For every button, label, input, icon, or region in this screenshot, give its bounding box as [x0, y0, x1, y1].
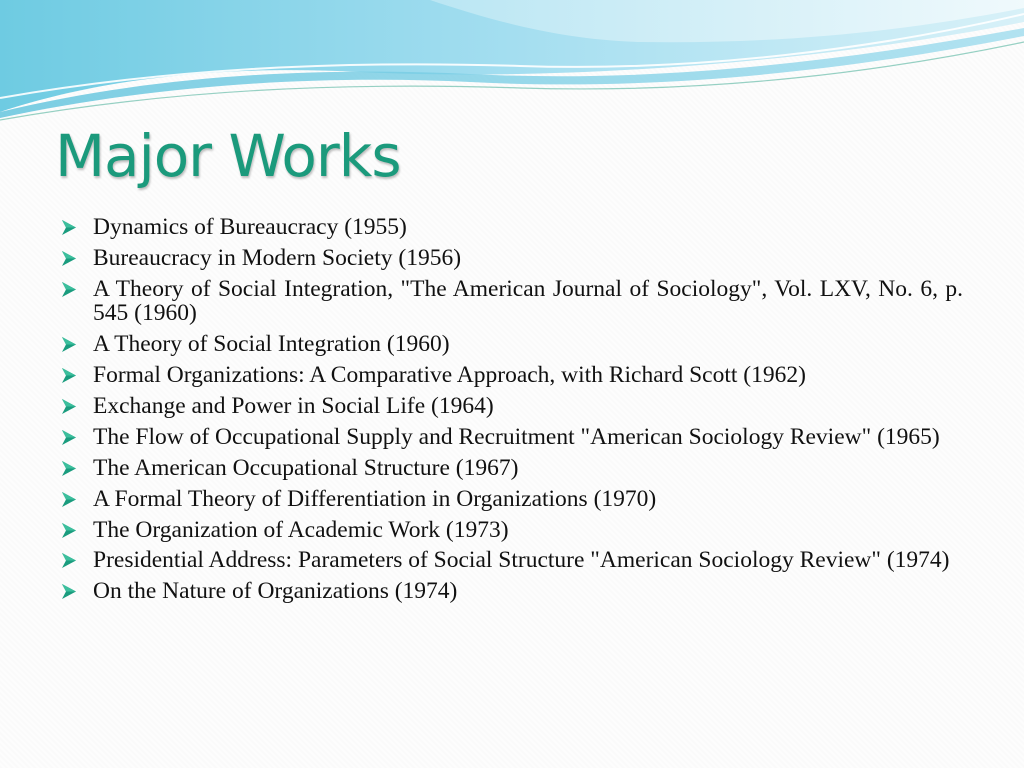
work-item [60, 487, 963, 512]
work-item [60, 548, 963, 573]
work-text: The Flow of Occupational Supply and Recruitment "American Sociology Review" (1965) [93, 423, 940, 450]
arrowhead-bullet-icon [60, 367, 78, 384]
arrowhead-bullet-icon [60, 522, 78, 539]
arrowhead-bullet-icon [60, 491, 78, 508]
work-item [60, 518, 963, 543]
work-item [60, 246, 963, 271]
work-item [60, 394, 963, 419]
work-text: A Theory of Social Integration, "The American Journal of Sociology", Vol. LXV, No. 6, p. 545 (1960) [93, 275, 963, 327]
work-text: Presidential Address: Parameters of Social Structure "American Sociology Review" (1974) [93, 547, 950, 574]
work-text: Exchange and Power in Social Life (1964) [93, 392, 494, 419]
work-item [60, 456, 963, 481]
works-list [60, 215, 963, 610]
arrowhead-bullet-icon [60, 336, 78, 353]
work-text: A Formal Theory of Differentiation in Organizations (1970) [93, 485, 657, 512]
header-wave-decoration [0, 0, 1024, 125]
work-item [60, 363, 963, 388]
arrowhead-bullet-icon [60, 460, 78, 477]
arrowhead-bullet-icon [60, 583, 78, 600]
work-text: Formal Organizations: A Comparative Approach, with Richard Scott (1962) [93, 362, 806, 389]
slide-title: Major Works [55, 122, 401, 190]
arrowhead-bullet-icon [60, 281, 78, 298]
work-text: The Organization of Academic Work (1973) [93, 516, 509, 543]
work-item [60, 277, 963, 326]
work-text: A Theory of Social Integration (1960) [93, 331, 450, 358]
work-item [60, 579, 963, 604]
work-item [60, 215, 963, 240]
arrowhead-bullet-icon [60, 250, 78, 267]
arrowhead-bullet-icon [60, 552, 78, 569]
work-text: The American Occupational Structure (1967) [93, 454, 519, 481]
arrowhead-bullet-icon [60, 429, 78, 446]
work-text: Dynamics of Bureaucracy (1955) [93, 214, 407, 240]
work-item [60, 332, 963, 357]
work-text: Bureaucracy in Modern Society (1956) [93, 244, 462, 271]
arrowhead-bullet-icon [60, 398, 78, 415]
work-item [60, 425, 963, 450]
arrowhead-bullet-icon [60, 219, 78, 236]
work-text: On the Nature of Organizations (1974) [93, 578, 458, 605]
